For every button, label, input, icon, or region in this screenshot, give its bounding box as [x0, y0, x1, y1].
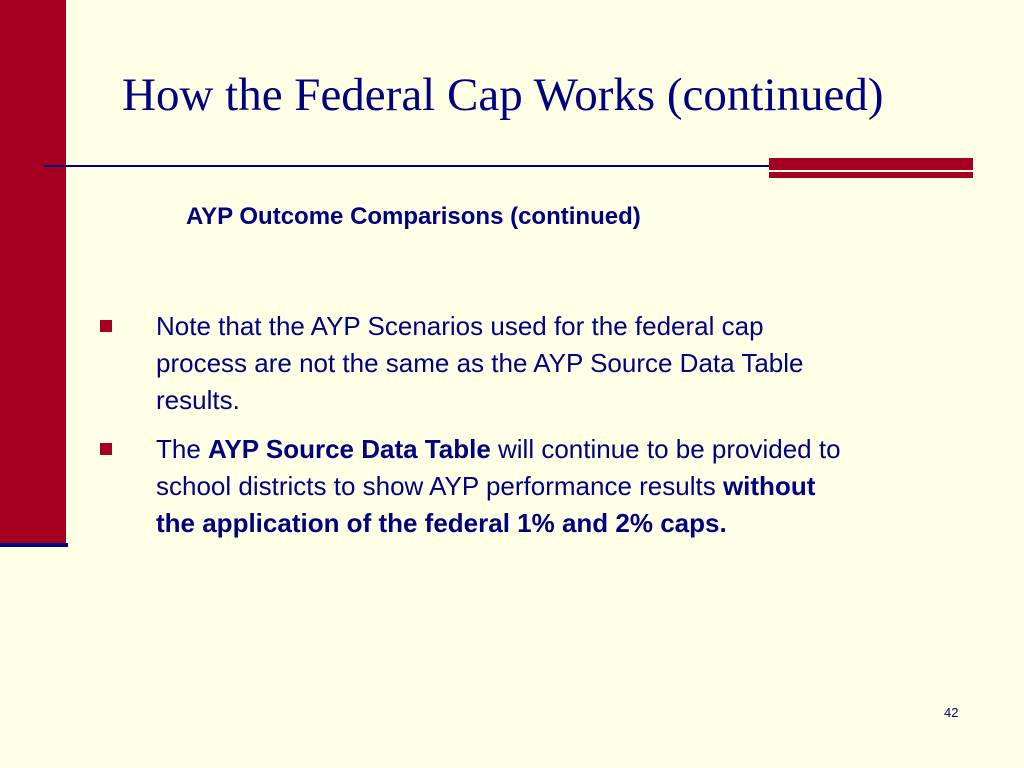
slide-subtitle: AYP Outcome Comparisons (continued): [186, 203, 641, 230]
left-accent-bar: [0, 0, 66, 543]
bullet-bold-without-caps: without the application of the federal 1% and 2% caps.: [156, 471, 816, 538]
bullet-text-part-2: will continue to be provided to school districts to show AYP performance results: [156, 434, 841, 501]
left-accent-underline: [0, 543, 68, 547]
title-divider: [44, 165, 770, 167]
square-bullet-icon: [100, 320, 112, 332]
title-accent-stripes: [769, 158, 973, 179]
square-bullet-icon: [100, 443, 112, 455]
bullet-text: Note that the AYP Scenarios used for the federal cap process are not the same as the AYP Source Data Table results.: [156, 311, 804, 415]
accent-stripe-top: [769, 158, 973, 165]
accent-stripe-bottom: [769, 172, 973, 178]
page-number: 42: [944, 705, 959, 720]
bullet-item-scenarios-note: [98, 308, 846, 419]
bullet-text-part-1: The: [156, 434, 209, 464]
slide-title: How the Federal Cap Works (continued): [122, 69, 884, 121]
bullet-item-source-data-table: [98, 431, 846, 542]
bullet-bold-source-data-table: AYP Source Data Table: [208, 434, 491, 464]
bullet-list: [98, 308, 858, 554]
accent-stripe-middle: [769, 165, 973, 170]
